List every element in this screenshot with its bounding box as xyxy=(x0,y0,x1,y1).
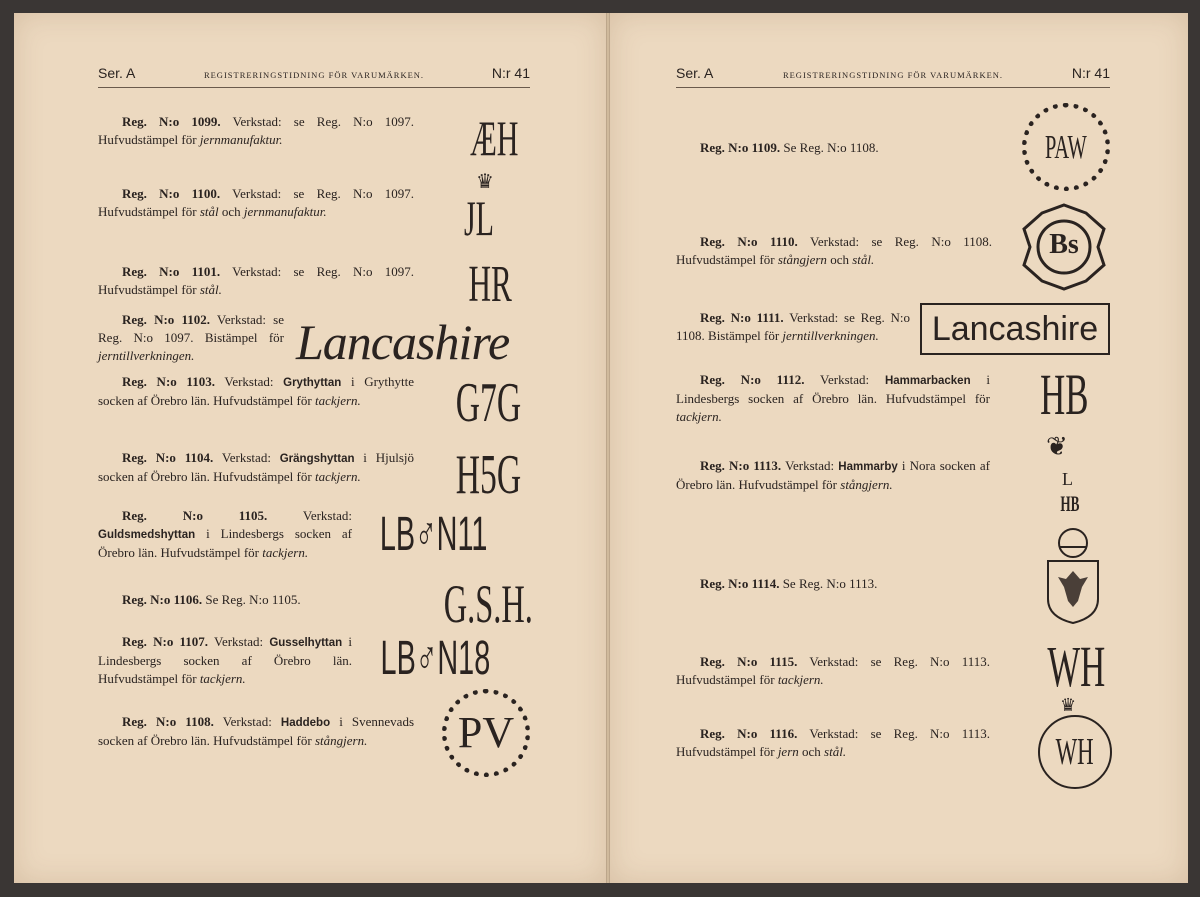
plant-icon: ❦ xyxy=(1046,431,1068,461)
entry-1102: Reg. N:o 1102. Verkstad: se Reg. N:o 1097. Bistämpel för jerntillverkningen. xyxy=(98,312,284,363)
entry-1101: Reg. N:o 1101. Verkstad: se Reg. N:o 1097. Hufvudstämpel för stål. xyxy=(98,264,414,297)
crown-icon: ♛ xyxy=(476,171,494,193)
crown-icon: ♛ xyxy=(1060,695,1077,715)
mark-1111: Lancashire xyxy=(920,303,1110,355)
entry-1099: Reg. N:o 1099. Verkstad: se Reg. N:o 1097. Hufvudstämpel för jernmanufaktur. xyxy=(98,114,414,147)
entry-1100: Reg. N:o 1100. Verkstad: se Reg. N:o 1097. Hufvudstämpel för stål och jernmanufaktur. xyxy=(98,186,414,219)
mark-1108: PV xyxy=(442,689,530,777)
entry-1116: Reg. N:o 1116. Verkstad: se Reg. N:o 1113. Hufvudstämpel för jern och stål. xyxy=(676,726,991,759)
mark-1116: WH xyxy=(1038,715,1112,789)
entry-1114: Reg. N:o 1114. Se Reg. N:o 1113. xyxy=(700,576,878,591)
page-header xyxy=(676,63,1110,88)
mark-1103: G7G xyxy=(455,372,522,434)
mark-1113: HB xyxy=(1060,491,1080,516)
mark-1110: Bs xyxy=(1016,199,1112,295)
mark-1104: H5G xyxy=(455,444,522,506)
entry-1107: Reg. N:o 1107. Verkstad: Gusselhyttan i Lindesbergs socken af Örebro län. Hufvudstämpel för tackjern. xyxy=(98,634,353,686)
series-label: Ser. A xyxy=(676,65,714,81)
publication-title: REGISTRERINGSTIDNING FÖR VARUMÄRKEN. xyxy=(203,70,425,80)
mark-1106: G.S.H. xyxy=(443,574,533,634)
entry-1113: Reg. N:o 1113. Verkstad: Hammarby i Nora socken af Örebro län. Hufvudstämpel för stångjern. xyxy=(676,458,991,492)
entry-1108: Reg. N:o 1108. Verkstad: Haddebo i Svennevads socken af Örebro län. Hufvudstämpel för stångjern. xyxy=(98,714,415,748)
publication-title: REGISTRERINGSTIDNING FÖR VARUMÄRKEN. xyxy=(782,70,1004,80)
entry-1115: Reg. N:o 1115. Verkstad: se Reg. N:o 1113. Hufvudstämpel för tackjern. xyxy=(676,654,991,687)
entry-1109: Reg. N:o 1109. Se Reg. N:o 1108. xyxy=(700,140,879,155)
issue-number: N:r 41 xyxy=(491,65,530,81)
page-header xyxy=(98,63,530,88)
entry-1104: Reg. N:o 1104. Verkstad: Grängshyttan i Hjulsjö socken af Örebro län. Hufvudstämpel för tackjern. xyxy=(98,450,414,484)
right-page xyxy=(610,13,1188,883)
mark-1102: Lancashire xyxy=(296,314,510,370)
entry-1111: Reg. N:o 1111. Verkstad: se Reg. N:o 1108. Bistämpel för jerntillverkningen. xyxy=(676,310,910,343)
entry-1106: Reg. N:o 1106. Se Reg. N:o 1105. xyxy=(122,592,301,607)
mark-1109: PAW xyxy=(1022,103,1110,191)
mark-1107: LB♂N18 xyxy=(380,632,491,685)
mark-1112: HB xyxy=(1040,362,1089,427)
entry-1105: Reg. N:o 1105. Verkstad: Guldsmedshyttan i Lindesbergs socken af Örebro län. Hufvudstämpel för tackjern. xyxy=(98,508,352,560)
issue-number: N:r 41 xyxy=(1071,65,1110,81)
mark-1100: JL xyxy=(464,190,494,246)
mark-1099: ÆH xyxy=(470,110,519,166)
entry-1103: Reg. N:o 1103. Verkstad: Grythyttan i Grythytte socken af Örebro län. Hufvudstämpel för tackjern. xyxy=(98,374,415,408)
mark-1105: LB♂N11 xyxy=(379,508,488,561)
mark-1113-letter: L xyxy=(1062,469,1073,489)
mark-1115: WH xyxy=(1047,634,1106,699)
entry-1112: Reg. N:o 1112. Verkstad: Hammarbacken i Lindesbergs socken af Örebro län. Hufvudstämpel för tackjern. xyxy=(676,372,990,424)
left-page xyxy=(14,13,606,883)
eagle-emblem-icon xyxy=(1042,527,1104,625)
series-label: Ser. A xyxy=(98,65,136,81)
entry-1110: Reg. N:o 1110. Verkstad: se Reg. N:o 1108. Hufvudstämpel för stångjern och stål. xyxy=(676,234,993,267)
mark-1101: HR xyxy=(468,256,512,313)
